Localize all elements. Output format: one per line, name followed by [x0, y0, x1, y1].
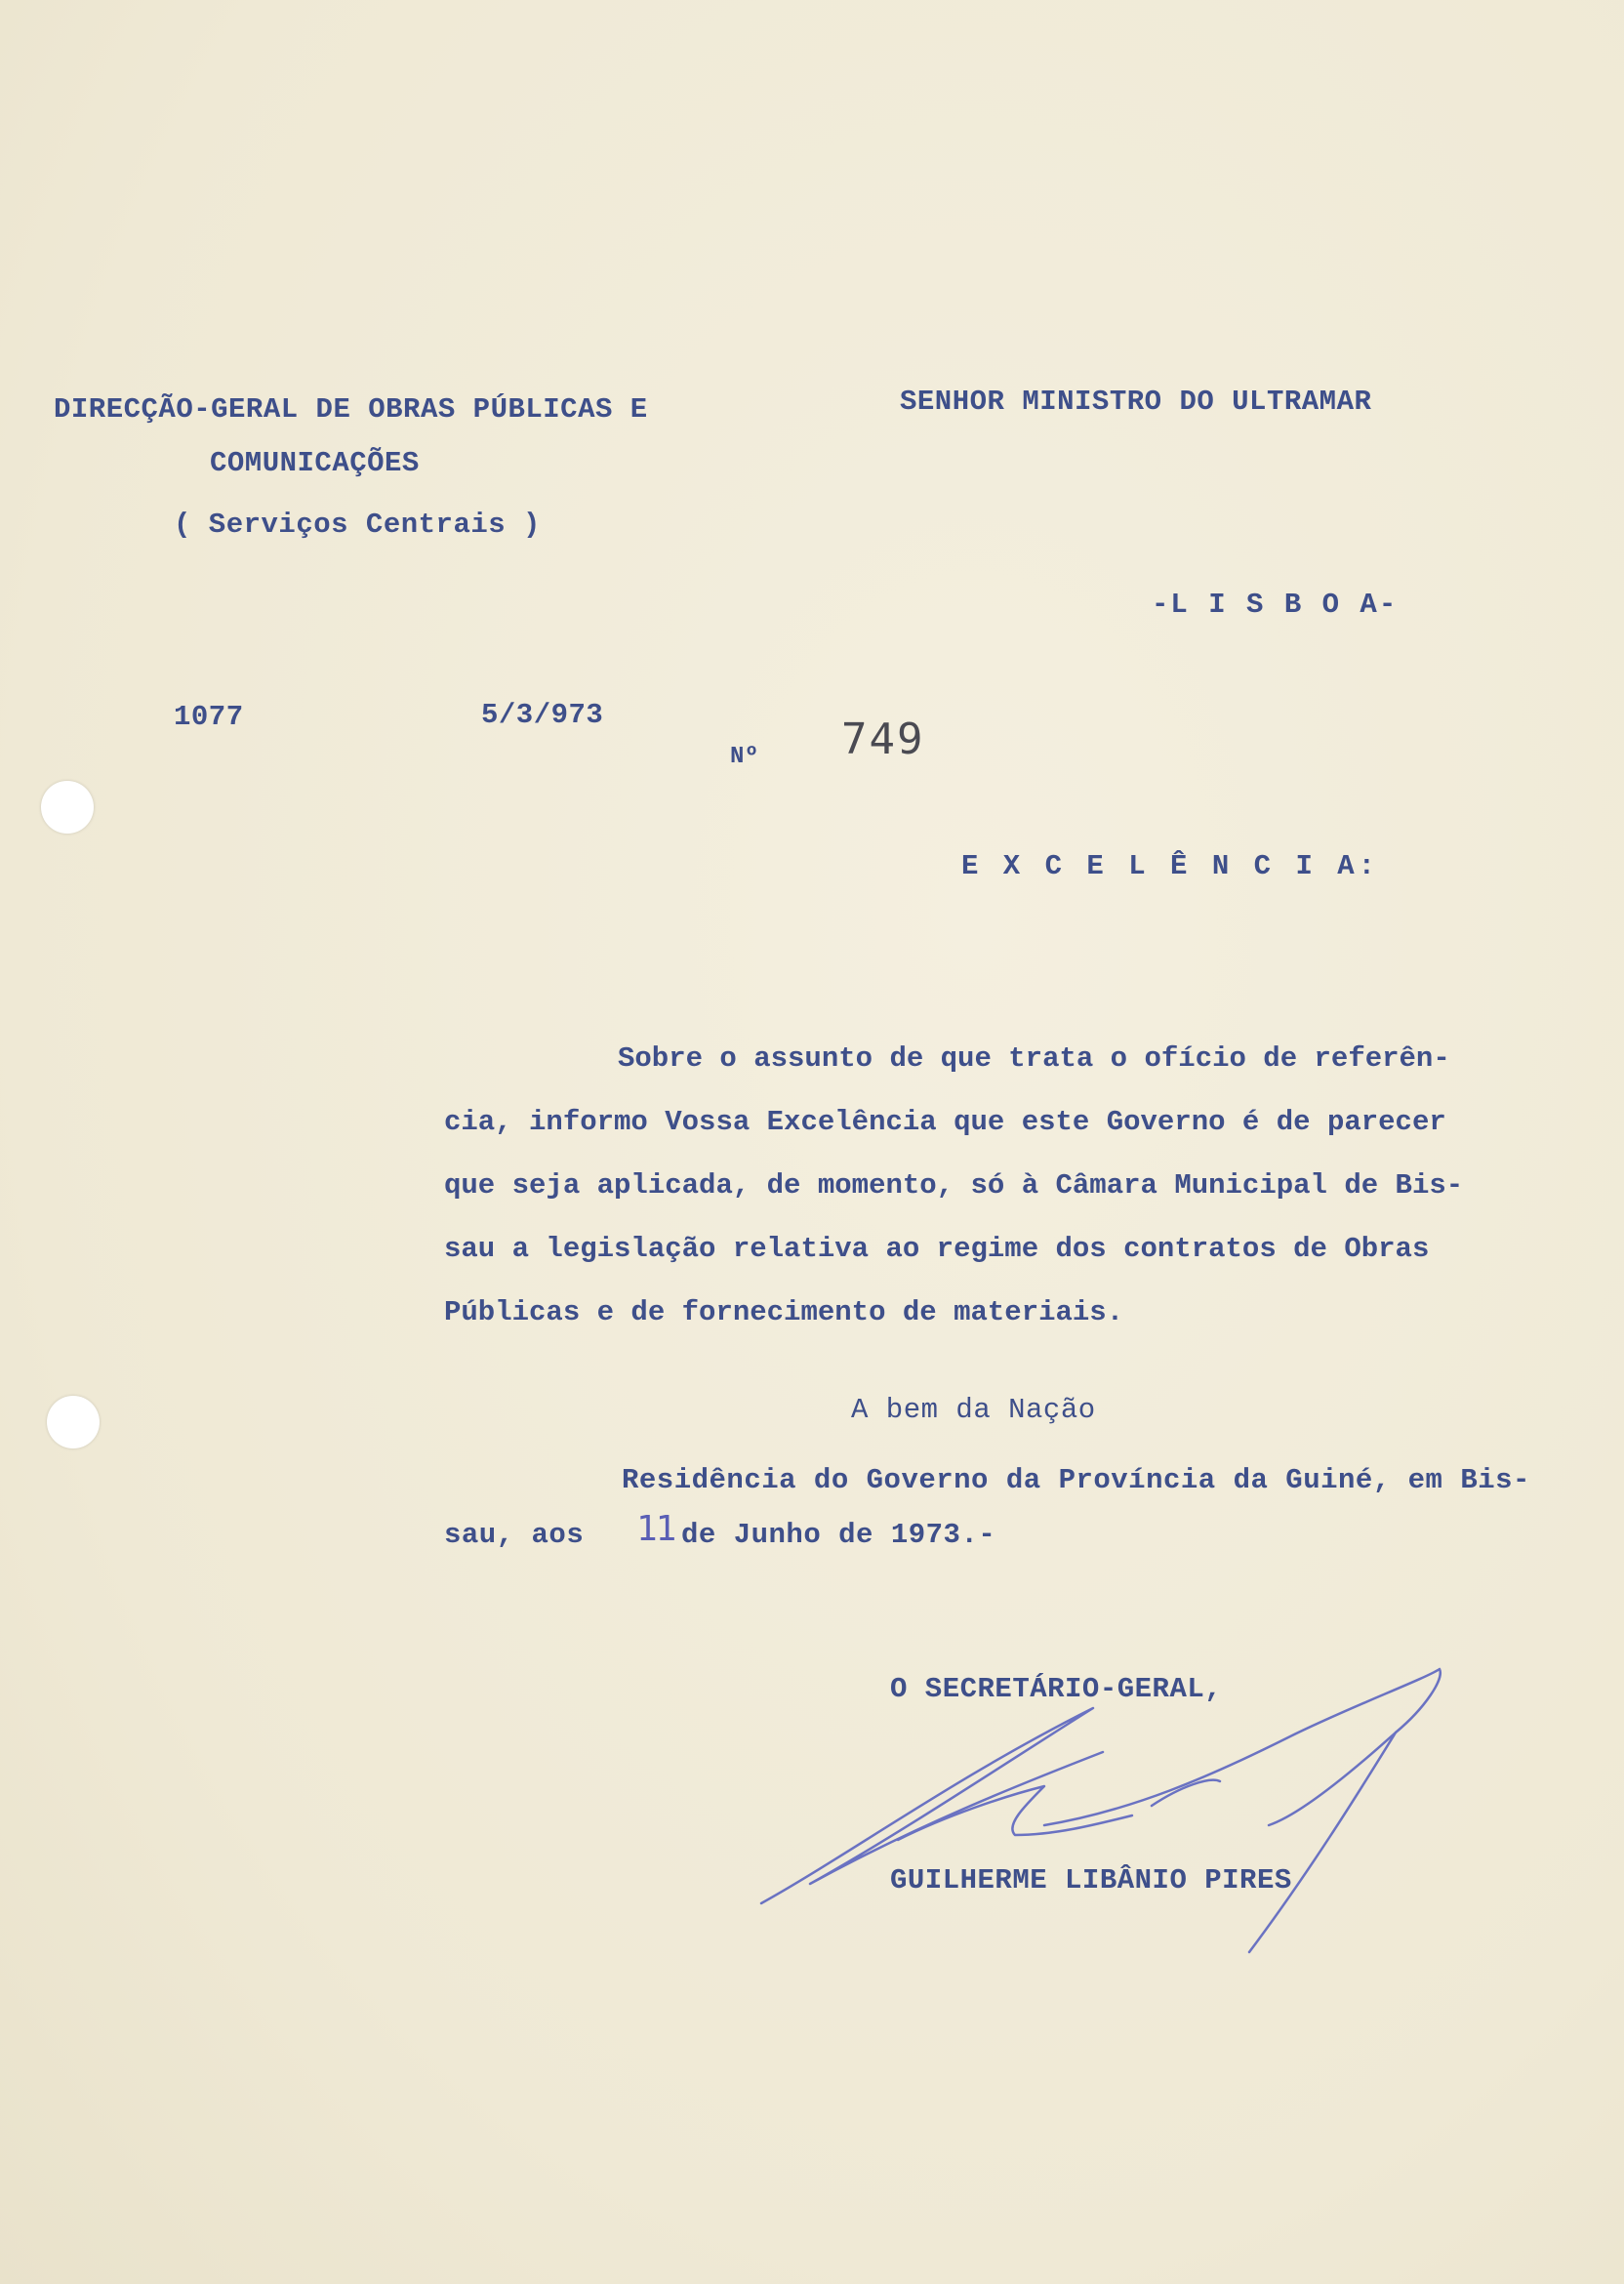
sender-line-2: COMUNICAÇÕES	[210, 447, 420, 479]
recipient-title: SENHOR MINISTRO DO ULTRAMAR	[900, 386, 1372, 418]
signatory-role: O SECRETÁRIO-GERAL,	[890, 1673, 1223, 1705]
body-line-2: cia, informo Vossa Excelência que este Governo é de parecer	[444, 1106, 1446, 1138]
reference-date: 5/3/973	[481, 699, 604, 731]
salutation: E X C E L Ê N C I A:	[961, 850, 1380, 882]
body-line-5: Públicas e de fornecimento de materiais.	[444, 1296, 1124, 1328]
closing-place-line-2-prefix: sau, aos	[444, 1519, 585, 1551]
punch-hole-top	[41, 781, 94, 834]
body-line-4: sau a legislação relativa ao regime dos contratos de Obras	[444, 1233, 1430, 1265]
signature-scribble	[722, 1640, 1464, 2011]
body-line-3: que seja aplicada, de momento, só à Câmara Municipal de Bis-	[444, 1169, 1464, 1202]
signatory-name: GUILHERME LIBÂNIO PIRES	[890, 1864, 1292, 1897]
closing-place-line-1: Residência do Governo da Província da Guiné, em Bis-	[622, 1464, 1530, 1496]
closing-day-handwritten: 11	[636, 1509, 675, 1549]
sender-line-3: ( Serviços Centrais )	[174, 509, 541, 541]
punch-hole-bottom	[47, 1396, 100, 1448]
sender-line-1: DIRECÇÃO-GERAL DE OBRAS PÚBLICAS E	[54, 393, 648, 426]
reference-number: 1077	[174, 701, 244, 733]
reference-no-label: Nº	[730, 744, 759, 770]
recipient-city: -L I S B O A-	[1152, 589, 1399, 621]
closing-place-line-2-suffix: de Junho de 1973.-	[681, 1519, 996, 1551]
body-line-1: Sobre o assunto de que trata o ofício de referên-	[618, 1042, 1450, 1075]
closing-motto: A bem da Nação	[851, 1394, 1096, 1426]
reference-no-value: 749	[841, 714, 925, 764]
